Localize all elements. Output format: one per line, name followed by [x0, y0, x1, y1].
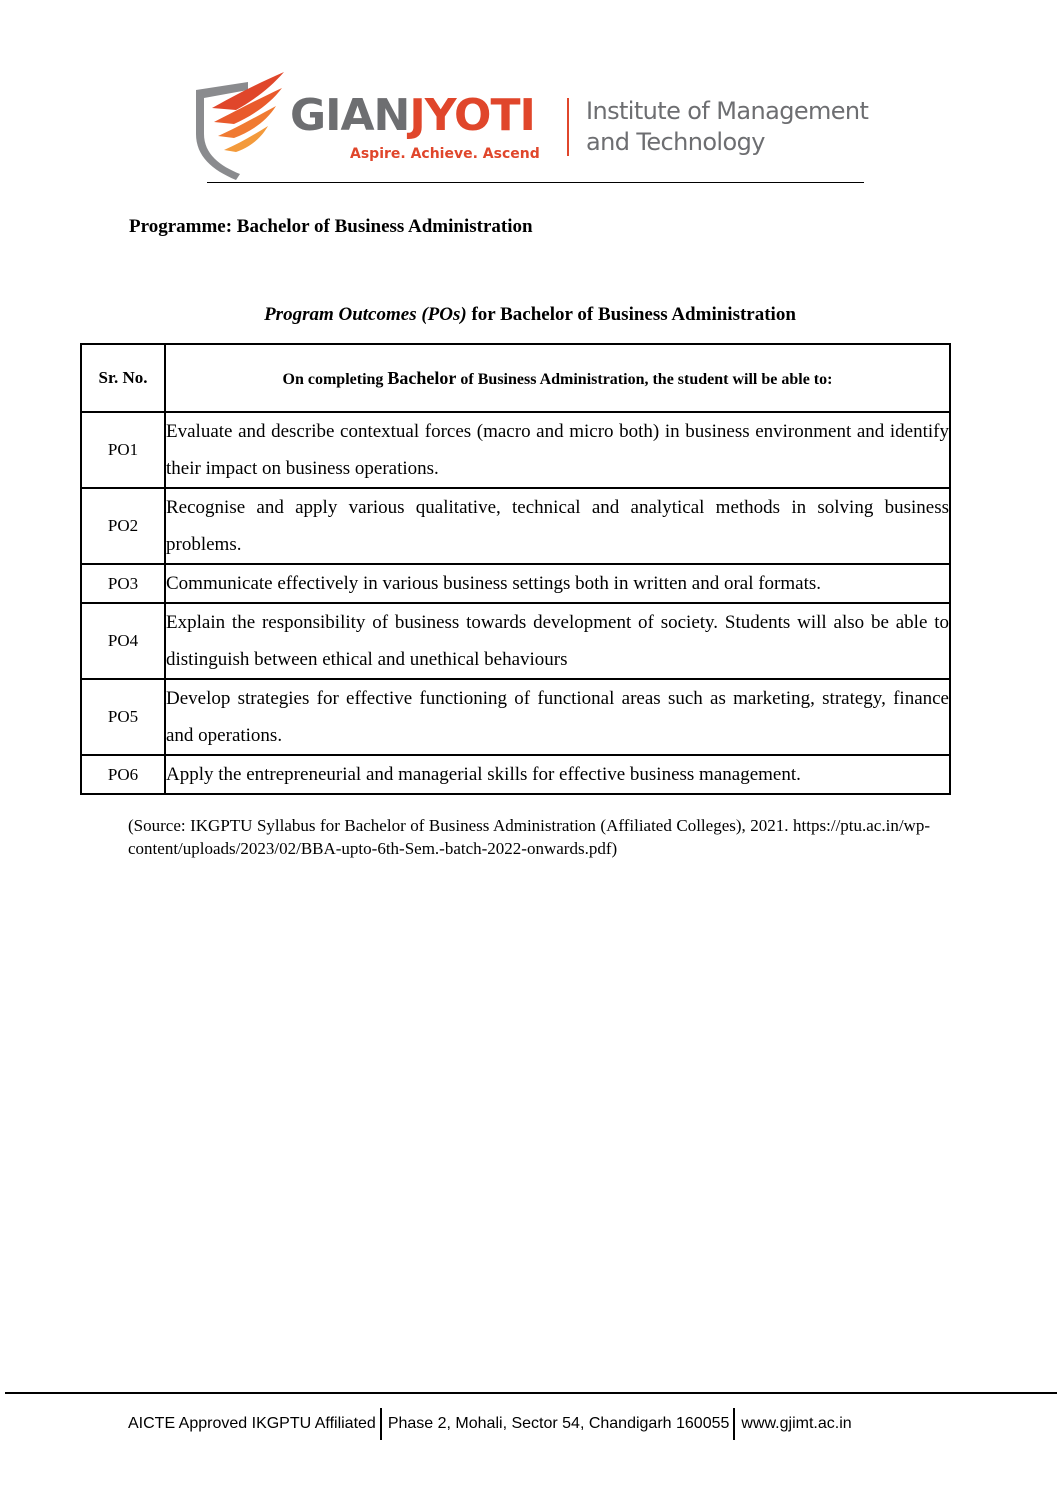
po-id: PO6: [81, 755, 165, 794]
program-outcomes-table: [80, 343, 951, 795]
po-id: PO2: [81, 488, 165, 564]
footer-rule: [5, 1392, 1057, 1394]
po-text: Apply the entrepreneurial and managerial skills for effective business management.: [165, 755, 950, 794]
programme-heading: Programme: Bachelor of Business Administration: [129, 216, 533, 237]
footer-divider: [380, 1408, 382, 1440]
footer-affiliation: AICTE Approved IKGPTU Affiliated: [128, 1415, 376, 1432]
brand-name-jyoti: JYOTI: [409, 90, 535, 141]
brand-name: [290, 90, 535, 141]
footer-address: Phase 2, Mohali, Sector 54, Chandigarh 160055: [387, 1415, 730, 1432]
table-row: [81, 603, 950, 679]
table-title-rest: for Bachelor of Business Administration: [466, 304, 796, 325]
po-id: PO5: [81, 679, 165, 755]
table-title-italic: Program Outcomes (POs): [264, 304, 467, 325]
po-text: Communicate effectively in various business settings both in written and oral formats.: [165, 564, 950, 603]
institute-name-line2: and Technology: [586, 128, 765, 156]
po-id: PO3: [81, 564, 165, 603]
table-row: [81, 679, 950, 755]
shield-wings-icon: [190, 68, 290, 180]
brand-tagline: Aspire. Achieve. Ascend: [350, 146, 540, 162]
po-text: Explain the responsibility of business towards development of society. Students will also be able to distinguish between ethical and unethical behaviours: [165, 603, 950, 679]
letterhead: [190, 68, 870, 183]
table-row: [81, 564, 950, 603]
header-desc-pre: On completing: [282, 370, 388, 388]
footer-divider: [733, 1408, 735, 1440]
po-id: PO4: [81, 603, 165, 679]
table-row: [81, 488, 950, 564]
table-row: [81, 755, 950, 794]
po-text: Evaluate and describe contextual forces (macro and micro both) in business environment and identify their impact on business operations.: [165, 412, 950, 488]
institute-name-line1: Institute of Management: [586, 97, 869, 125]
header-description: [165, 344, 950, 412]
footer: [128, 1408, 852, 1440]
brand-name-gian: GIAN: [290, 90, 410, 141]
po-id: PO1: [81, 412, 165, 488]
po-text: Recognise and apply various qualitative, technical and analytical methods in solving business problems.: [165, 488, 950, 564]
table-row: [81, 412, 950, 488]
institute-name: [586, 96, 868, 158]
table-header-row: [81, 344, 950, 412]
header-desc-post: of Business Administration, the student will be able to:: [456, 370, 833, 388]
source-citation: (Source: IKGPTU Syllabus for Bachelor of Business Administration (Affiliated Colleges), 2021. https://ptu.ac.in/wp-content/uploads/2023/02/BBA-upto-6th-Sem.-batch-2022-onwards.pdf): [128, 816, 930, 858]
letterhead-divider: [567, 98, 569, 156]
header-sr-no: Sr. No.: [81, 344, 165, 412]
header-desc-big: Bachelor: [387, 367, 457, 388]
table-title: [0, 304, 1060, 326]
header-rule: [207, 182, 864, 183]
po-text: Develop strategies for effective functioning of functional areas such as marketing, strategy, finance and operations.: [165, 679, 950, 755]
footer-website-link[interactable]: www.gjimt.ac.in: [741, 1415, 852, 1432]
